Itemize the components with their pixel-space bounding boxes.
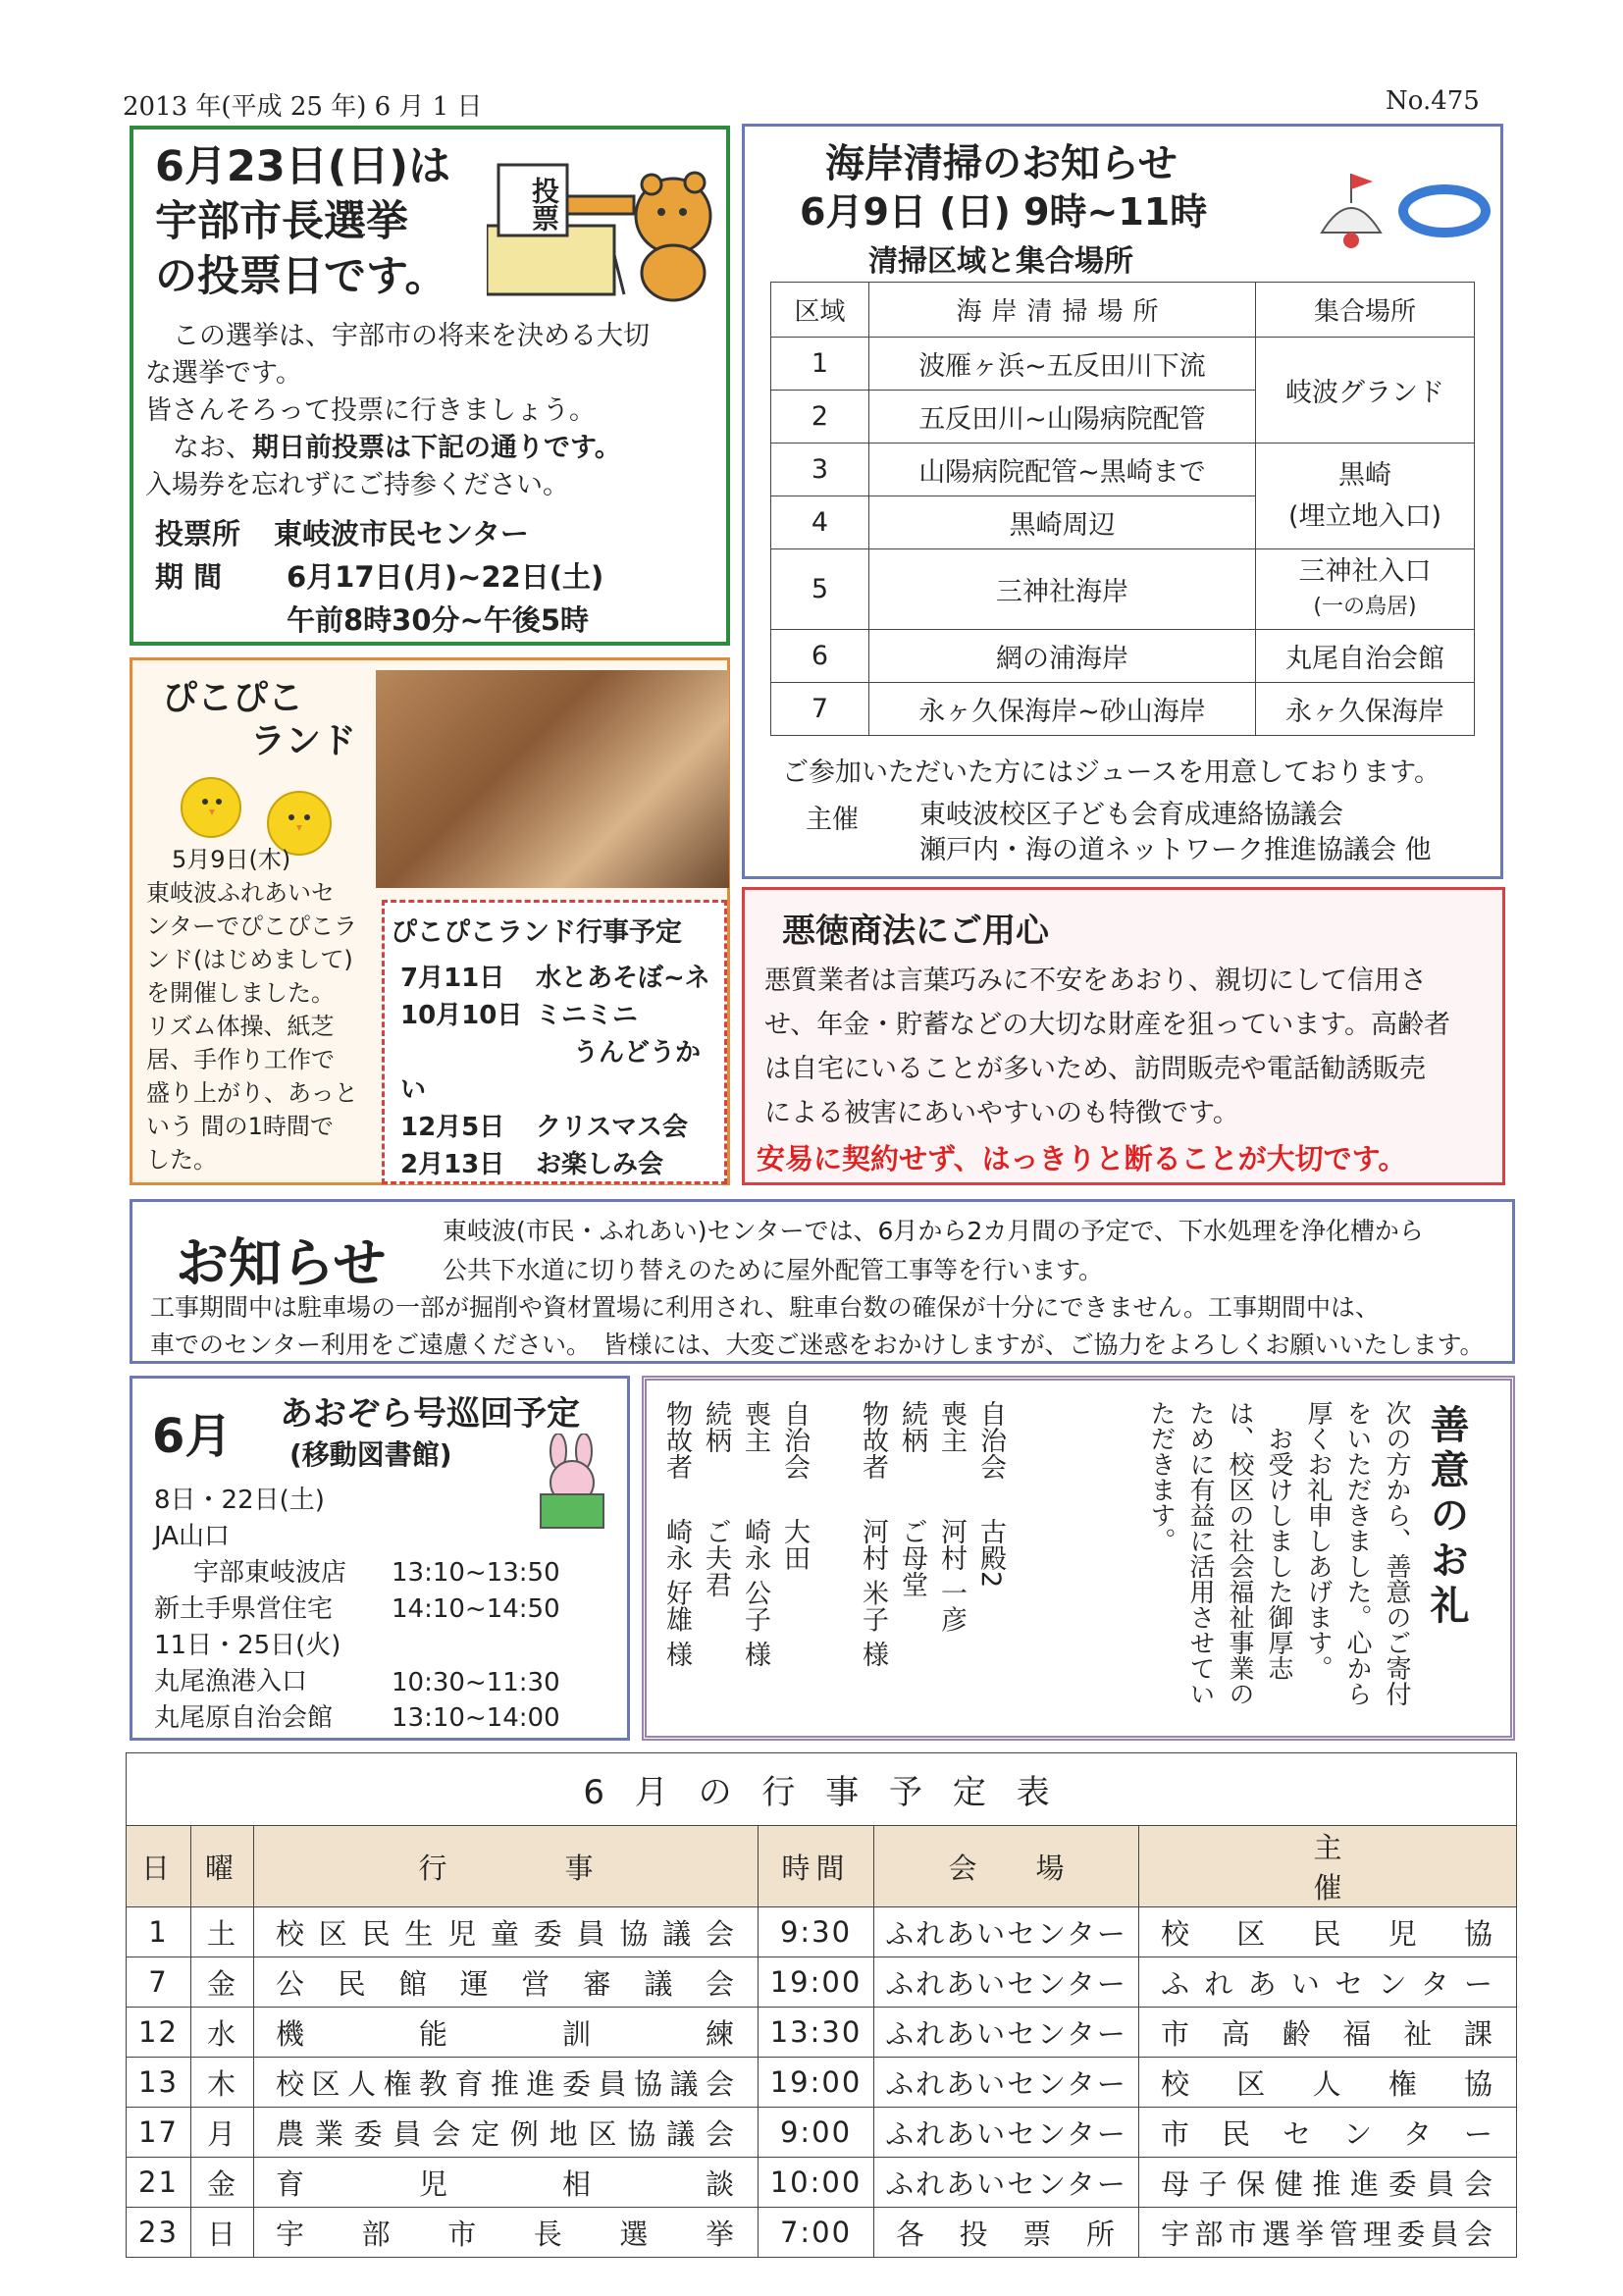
election-period: 期 間 6月17日(月)~22日(土) 午前8時30分~午後5時 <box>155 560 604 637</box>
table-row: 5 三神社海岸 三神社入口 (一の鳥居) <box>771 549 1475 630</box>
library-schedule: 8日・22日(土) JA山口 宇部東岐波店 13:10~13:50 新土手県営住宅 14:10~14:50 11日・25日(火) 丸尾漁港入口 10:30~11:30 丸尾原自治会館 13:10~14:00 <box>154 1486 560 1733</box>
col-host: 主催 <box>1139 1826 1517 1907</box>
election-box <box>130 126 730 646</box>
beach-illustration <box>1312 164 1498 254</box>
table-row: 3 山陽病院配管~黒崎まで 黒崎 (埋立地入口) <box>771 444 1475 496</box>
mobile-library-box <box>130 1376 630 1741</box>
donor-list <box>656 1400 1010 1724</box>
beach-subtitle: 清掃区域と集合場所 <box>868 244 1133 279</box>
table-row: 13 木 校区人権教育推進委員協議会 19:00 ふれあいセンター 校区人権協 <box>127 2058 1517 2108</box>
table-row: 17 月 農業委員会定例地区協議会 9:00 ふれあいセンター 市民センター <box>127 2108 1517 2158</box>
table-row: 1 波雁ヶ浜~五反田川下流 岐波グランド <box>771 338 1475 391</box>
notice-line-1: 東岐波(市民・ふれあい)センターでは、6月から2カ月間の予定で、下水処理を浄化槽から <box>443 1217 1424 1245</box>
table-row: 2 五反田川~山陽病院配管 <box>771 391 1475 444</box>
list-item: 自治会古殿2 <box>975 1400 1006 1589</box>
fraud-text: 悪質業者は言葉巧みに不安をあおり、親切にして信用さ せ、年金・貯蓄などの大切な財産を狙っています。高齢者 は自宅にいることが多いため、訪問販売や電話勧誘販売 による被害にあいやすいのも特徴です。 <box>764 965 1451 1128</box>
piko-schedule <box>382 900 727 1184</box>
list-item: 物故者河村 米子 様 <box>858 1400 888 1668</box>
col-meet: 集合場所 <box>1256 283 1475 338</box>
library-title: あおぞら号巡回予定 <box>280 1394 580 1434</box>
notice-line-4: 車でのセンター利用をご遠慮ください。 皆様には、大変ご迷惑をおかけしますが、ご協力をよろしくお願いいたします。 <box>150 1331 1485 1359</box>
col-area: 区域 <box>771 283 869 338</box>
events-title: 6 月 の 行 事 予 定 表 <box>127 1753 1517 1826</box>
beach-host: 東岐波校区子ども会育成連絡協議会 瀬戸内・海の道ネットワーク推進協議会 他 <box>919 800 1432 865</box>
beach-host-label: 主催 <box>806 805 859 835</box>
table-row: 7 金 公民館運営審議会 19:00 ふれあいセンター ふれあいセンター <box>127 1957 1517 2008</box>
list-item: 続柄ご夫君 <box>701 1400 731 1597</box>
piko-land-box <box>130 657 730 1185</box>
beach-table <box>770 282 1475 736</box>
fraud-title: 悪徳商法にご用心 <box>782 912 1049 951</box>
notice-title: お知らせ <box>176 1232 387 1294</box>
piko-photo <box>376 670 729 888</box>
table-row: 1 土 校区民生児童委員協議会 9:30 ふれあいセンター 校区民児協 <box>127 1907 1517 1957</box>
library-month: 6月 <box>152 1409 233 1464</box>
list-item: 自治会大田 <box>779 1400 810 1571</box>
issue-number: No.475 <box>1386 86 1480 116</box>
election-place: 投票所 東岐波市民センター <box>155 517 529 550</box>
election-text: この選挙は、宇部市の将来を決める大切 な選挙です。 皆さんそろって投票に行きましょう。 なお、期日前投票は下記の通りです。 入場券を忘れずにご持参ください。 <box>145 321 650 500</box>
thanks-box <box>642 1376 1515 1741</box>
col-day: 日 <box>127 1826 191 1907</box>
piko-report: 5月9日(木) 東岐波ふれあいセ ンターでぴこぴこラ ンド(はじめまして) を開催しました。 リズム体操、紙芝 居、手作り工作で 盛り上がり、あっと いう 間の1時間で した。 <box>146 846 358 1174</box>
col-time: 時間 <box>759 1826 874 1907</box>
list-item: 7月11日 水とあそぼ~ネ <box>400 964 710 993</box>
list-item: うんどうかい <box>400 1038 702 1105</box>
thanks-body: 次の方から、善意のご寄付をいただきました。心から厚くお礼申しあげます。 お受けしました御厚志は、校区の社会福祉事業のために有益に活用させていただきます。 <box>1146 1400 1411 1706</box>
list-item: 物故者崎永 好雄 様 <box>661 1400 692 1668</box>
list-item: 2月13日 お楽しみ会 <box>400 1150 664 1179</box>
beach-title: 海岸清掃のお知らせ <box>825 141 1178 186</box>
events-section <box>126 1752 1517 2251</box>
col-weekday: 曜 <box>191 1826 254 1907</box>
table-row: 7 永ヶ久保海岸~砂山海岸 永ヶ久保海岸 <box>771 683 1475 736</box>
library-subtitle: (移動図書館) <box>289 1438 452 1471</box>
table-row: 23 日 宇部市長選挙 7:00 各投票所 宇部市選挙管理委員会 <box>127 2208 1517 2258</box>
juice-note: ご参加いただいた方にはジュースを用意しております。 <box>782 757 1440 788</box>
fraud-warning-box <box>742 887 1505 1185</box>
beach-datetime: 6月9日 (日) 9時~11時 <box>800 190 1208 234</box>
fraud-warning: 安易に契約せず、はっきりと断ることが大切です。 <box>757 1142 1407 1175</box>
list-item: 喪主河村 一彦 <box>936 1400 967 1633</box>
table-row: 6 網の浦海岸 丸尾自治会館 <box>771 630 1475 683</box>
beach-cleaning-box <box>742 124 1503 879</box>
notice-line-2: 公共下水道に切り替えのために屋外配管工事等を行います。 <box>443 1256 1104 1284</box>
notice-box <box>130 1199 1515 1364</box>
ballot-label: 投票 <box>528 177 560 232</box>
list-item: 12月5日 クリスマス会 <box>400 1113 688 1142</box>
table-row: 12 水 機能訓練 13:30 ふれあいセンター 市高齢福祉課 <box>127 2008 1517 2058</box>
piko-schedule-title: ぴこぴこランド行事予定 <box>391 917 682 948</box>
col-event: 行事 <box>254 1826 759 1907</box>
list-item: 続柄ご母堂 <box>897 1400 927 1597</box>
notice-line-3: 工事期間中は駐車場の一部が掘削や資材置場に利用され、駐車台数の確保が十分にできません。工事期間中は、 <box>150 1293 1381 1322</box>
thanks-title: 善意のお礼 <box>1424 1404 1469 1630</box>
col-place: 海岸清掃場所 <box>869 283 1256 338</box>
table-row: 4 黒崎周辺 <box>771 496 1475 549</box>
election-title: 6月23日(日)は 宇部市長選挙 の投票日です。 <box>155 142 451 301</box>
list-item: 10月10日 ミニミニ <box>400 1001 639 1030</box>
events-table <box>126 1752 1517 2258</box>
table-row: 21 金 育児相談 10:00 ふれあいセンター 母子保健推進委員会 <box>127 2158 1517 2208</box>
piko-title-2: ランド <box>250 721 357 761</box>
issue-date: 2013 年(平成 25 年) 6 月 1 日 <box>123 92 483 122</box>
list-item: 喪主崎永 公子 様 <box>740 1400 770 1668</box>
piko-title-1: ぴこぴこ <box>162 678 304 718</box>
col-venue: 会場 <box>874 1826 1139 1907</box>
